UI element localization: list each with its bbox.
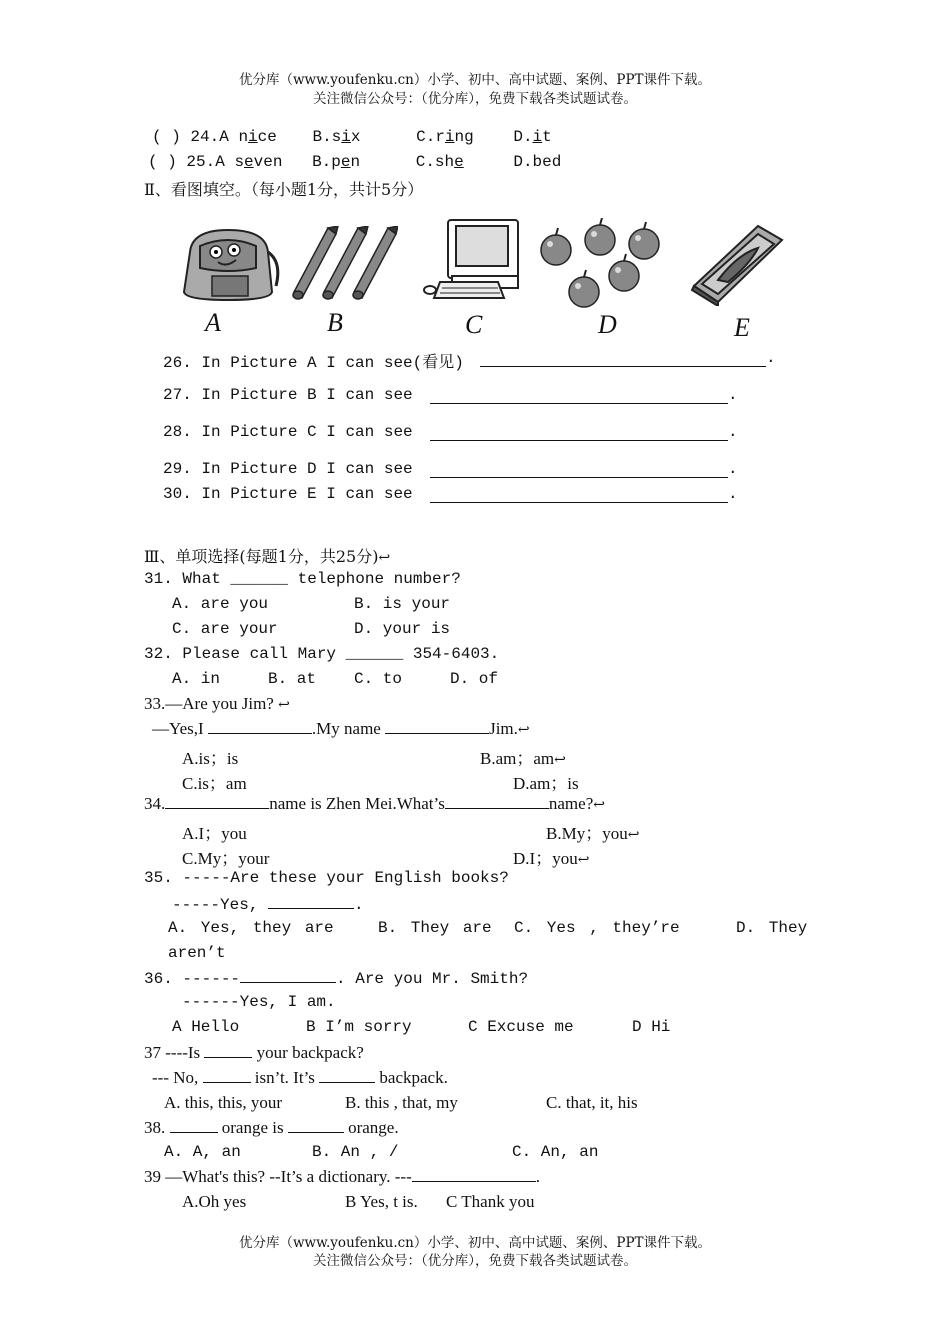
fill-item-29: 29. In Picture D I can see xyxy=(163,460,413,478)
q35-option-b[interactable]: B. They are xyxy=(378,919,492,937)
q39-option-b[interactable]: B Yes, t is. xyxy=(345,1192,418,1211)
return-arrow-icon: ↩ xyxy=(378,549,391,566)
fill-end-28: . xyxy=(728,423,738,441)
q36-option-d[interactable]: D Hi xyxy=(632,1018,671,1036)
q33-option-a[interactable]: A.is；is xyxy=(182,749,239,768)
header-line-1: 优分库（www.youfenku.cn）小学、初中、高中试题、案例、PPT课件下载。 xyxy=(238,72,712,88)
picture-label-e: E xyxy=(734,313,750,342)
question-35-stem: 35. -----Are these your English books? xyxy=(144,869,509,887)
q35-option-d-continued: aren’t xyxy=(168,944,226,962)
question-31-stem: 31. What ______ telephone number? xyxy=(144,570,461,588)
q34-option-b[interactable]: B.My；you↩ xyxy=(546,824,640,843)
q37-option-b[interactable]: B. this , that, my xyxy=(345,1093,458,1112)
q33-option-b[interactable]: B.am；am↩ xyxy=(480,749,566,768)
q32-option-c[interactable]: C. to xyxy=(354,670,403,688)
pencil-case-picture xyxy=(688,224,788,306)
picture-label-d: D xyxy=(598,310,617,339)
question-38-stem: 38. orange is orange. xyxy=(144,1118,399,1137)
picture-label-a: A xyxy=(205,308,221,337)
q39-option-c[interactable]: C Thank you xyxy=(446,1192,535,1211)
fill-end-29: . xyxy=(728,460,738,478)
return-arrow-icon: ↩ xyxy=(517,722,530,738)
question-39-stem: 39 —What's this? --It’s a dictionary. --- . xyxy=(144,1167,540,1186)
q38-option-b[interactable]: B. An , / xyxy=(312,1143,399,1161)
q33-option-d[interactable]: D.am；is xyxy=(513,774,579,793)
picture-label-c: C xyxy=(465,310,483,339)
answer-line-27[interactable] xyxy=(430,389,728,404)
return-arrow-icon: ↩ xyxy=(627,827,640,843)
q35-option-d[interactable]: D. They xyxy=(736,919,808,937)
q39-option-a[interactable]: A.Oh yes xyxy=(182,1192,247,1211)
fill-end-26: . xyxy=(766,349,776,367)
return-arrow-icon: ↩ xyxy=(577,852,590,868)
fill-item-27: 27. In Picture B I can see xyxy=(163,386,413,404)
backpack-picture xyxy=(172,222,284,302)
answer-line-29[interactable] xyxy=(430,463,728,478)
q35-option-c[interactable]: C. Yes , they’re xyxy=(514,919,680,937)
question-25: ( ) 25.A seven B.pen C.she D.bed xyxy=(148,153,562,171)
q37-option-c[interactable]: C. that, it, his xyxy=(546,1093,638,1112)
answer-line-28[interactable] xyxy=(430,426,728,441)
question-37-line-2: --- No, isn’t. It’s backpack. xyxy=(152,1068,448,1087)
footer-line-1: 优分库（www.youfenku.cn）小学、初中、高中试题、案例、PPT课件下载。 xyxy=(238,1235,712,1251)
footer-line-2: 关注微信公众号：（优分库），免费下载各类试题试卷。 xyxy=(313,1253,637,1269)
question-32-stem: 32. Please call Mary ______ 354-6403. xyxy=(144,645,500,663)
q38-option-a[interactable]: A. A, an xyxy=(164,1143,241,1161)
q31-option-b[interactable]: B. is your xyxy=(354,595,451,613)
question-24: ( ) 24.A nice B.six C.ring D.it xyxy=(152,128,552,146)
q37-option-a[interactable]: A. this, this, your xyxy=(164,1093,283,1112)
answer-line-26[interactable] xyxy=(480,352,766,367)
fill-item-28: 28. In Picture C I can see xyxy=(163,423,413,441)
computer-picture xyxy=(418,218,524,302)
fill-end-30: . xyxy=(728,485,738,503)
q38-option-c[interactable]: C. An, an xyxy=(512,1143,599,1161)
q31-option-a[interactable]: A. are you xyxy=(172,595,269,613)
q36-option-a[interactable]: A Hello xyxy=(172,1018,240,1036)
section-3-title: Ⅲ、单项选择(每题1分，共25分)↩ xyxy=(144,547,391,566)
q31-option-c[interactable]: C. are your xyxy=(172,620,278,638)
q32-option-a[interactable]: A. in xyxy=(172,670,221,688)
return-arrow-icon: ↩ xyxy=(593,797,605,813)
q33-option-c[interactable]: C.is；am xyxy=(182,774,247,793)
return-arrow-icon: ↩ xyxy=(278,697,290,713)
fill-end-27: . xyxy=(728,386,738,404)
q36-option-b[interactable]: B I’m sorry xyxy=(306,1018,412,1036)
question-36-stem: 36. ------ . Are you Mr. Smith? xyxy=(144,970,529,988)
q34-option-c[interactable]: C.My；your xyxy=(182,849,270,868)
header-line-2: 关注微信公众号：（优分库），免费下载各类试题试卷。 xyxy=(313,91,637,107)
fill-item-26: 26. In Picture A I can see(看见) xyxy=(163,354,464,372)
picture-label-b: B xyxy=(327,308,343,337)
q32-option-d[interactable]: D. of xyxy=(450,670,499,688)
q31-option-d[interactable]: D. your is xyxy=(354,620,451,638)
section-2-title: Ⅱ、看图填空。（每小题1分，共计5分） xyxy=(144,180,424,199)
q35-option-a[interactable]: A. Yes, they are xyxy=(168,919,334,937)
question-34-stem: 34. name is Zhen Mei.What’s name?↩ xyxy=(144,794,605,813)
return-arrow-icon: ↩ xyxy=(554,752,566,768)
pencils-picture xyxy=(288,226,398,302)
question-35-line-2: -----Yes, . xyxy=(172,896,364,914)
apples-picture xyxy=(538,218,668,310)
question-33-line-2: —Yes,I .My name Jim.↩ xyxy=(152,719,530,738)
q32-option-b[interactable]: B. at xyxy=(268,670,317,688)
q34-option-d[interactable]: D.I；you↩ xyxy=(513,849,590,868)
question-33-stem: 33.—Are you Jim? ↩ xyxy=(144,694,290,713)
q34-option-a[interactable]: A.I；you xyxy=(182,824,247,843)
q36-option-c[interactable]: C Excuse me xyxy=(468,1018,574,1036)
answer-line-30[interactable] xyxy=(430,488,728,503)
fill-item-30: 30. In Picture E I can see xyxy=(163,485,413,503)
question-37-stem: 37 ----Is your backpack? xyxy=(144,1043,364,1062)
question-36-line-2: ------Yes, I am. xyxy=(182,993,336,1011)
